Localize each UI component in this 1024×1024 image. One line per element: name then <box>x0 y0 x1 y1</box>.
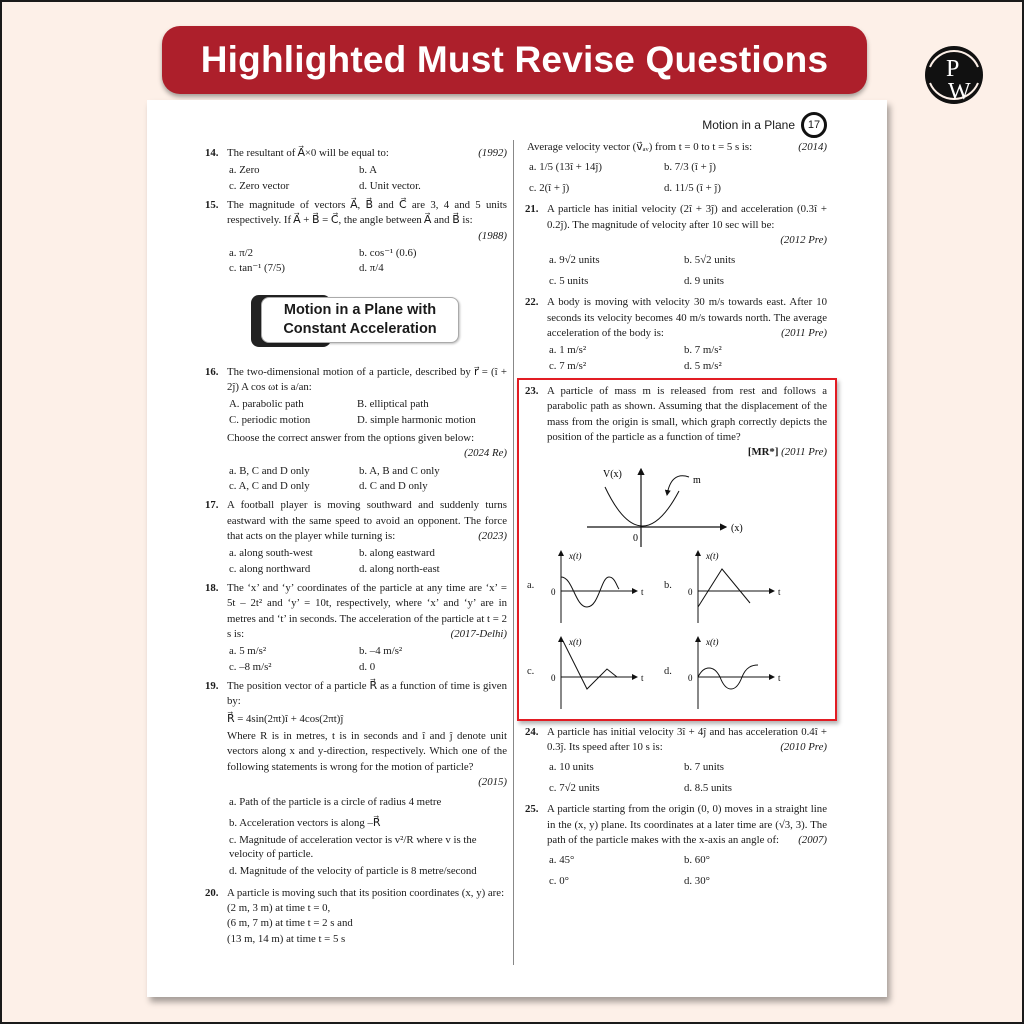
svg-text:P: P <box>946 56 960 82</box>
left-column <box>205 146 507 951</box>
question-18: 18. The ‘x’ and ‘y’ coordinates of the particle at any time are ‘x’ = 5t – 2t² and ‘y’ = 10t, respectively, where ‘x’ and ‘y’ are in metres and ‘t’ in seconds. The acceleration of the particle at t = 2 s is: (2017-Delhi) a. 5 m/s² b. –4 m/s² c. –8 m/s² d. 0 <box>205 581 507 673</box>
potential-energy-graph <box>581 465 761 547</box>
column-divider <box>513 140 514 965</box>
svg-text:0: 0 <box>633 532 638 544</box>
title-banner <box>162 26 867 94</box>
textbook-page <box>147 100 887 997</box>
svg-text:m: m <box>693 474 701 486</box>
question-20-continued: Average velocity vector (v⃗ₐᵥ) from t = 0 to t = 5 s is: (2014) a. 1/5 (13î + 14ĵ) b. 7/3 (î + ĵ) c. 2(î + ĵ) d. 11/5 (î + ĵ) <box>527 141 827 194</box>
option-graph-b: b. x(t) t 0 <box>664 547 799 627</box>
svg-text:t: t <box>778 672 781 683</box>
svg-text:W: W <box>948 79 971 105</box>
svg-text:0: 0 <box>688 672 693 683</box>
svg-text:x(t): x(t) <box>706 636 719 647</box>
svg-text:t: t <box>641 586 644 597</box>
options: a. Zero b. A c. Zero vector d. Unit vector. <box>229 164 421 192</box>
question-24: 24. A particle has initial velocity 3î + 4ĵ and has acceleration 0.4î + 0.3ĵ. Its speed after 10 s is: (2010 Pre) a. 10 units b. 7 units c. 7√2 units d. 8.5 units <box>525 725 827 794</box>
pw-logo-icon <box>924 45 984 105</box>
banner-title: Highlighted Must Revise Questions <box>200 39 829 80</box>
svg-text:0: 0 <box>688 586 693 597</box>
svg-text:x(t): x(t) <box>706 550 719 561</box>
svg-text:0: 0 <box>551 672 556 683</box>
question-23-highlighted: 23. A particle of mass m is released from rest and follows a parabolic path as shown. Assuming that the displacement of the mass from the origin is small, which graph correctly depicts the position of the particle as a function of time? [MR*] (2011 Pre) V(x) (x) 0 m a. x(t) t 0 b. x(t) t 0 c. x(t) t 0 d. x(t) t 0 <box>517 378 837 721</box>
svg-text:(x): (x) <box>731 522 743 534</box>
question-14: 14. (1992) The resultant of A⃗×0 will be equal to: a. Zero b. A c. Zero vector d. Unit vector. <box>205 146 507 194</box>
option-graph-d: d. x(t) t 0 <box>664 633 799 713</box>
svg-text:x(t): x(t) <box>569 636 582 647</box>
question-25: 25. A particle starting from the origin (0, 0) moves in a straight line in the (x, y) plane. Its coordinates at a later time are (√3, 3). The path of the particle makes with the x-axis an angle of: (2007) a. 45° b. 60° c. 0° d. 30° <box>525 803 827 887</box>
svg-text:0: 0 <box>551 586 556 597</box>
svg-text:t: t <box>641 672 644 683</box>
svg-text:x(t): x(t) <box>569 550 582 561</box>
page-header <box>702 112 827 138</box>
question-17: 17. A football player is moving southward and suddenly turns eastward with the same speed to avoid an opponent. The force that acts on the player while turning is: (2023) a. along south-west b. along eastward c. along northward d. along north-east <box>205 499 507 575</box>
question-16: 16. The two-dimensional motion of a particle, described by r⃗ = (î + 2ĵ) A cos ωt is a/an: A. parabolic path B. elliptical path C. periodic motion D. simple harmonic motion Choose the correct answer from the options given below: (2024 Re) a. B, C and D only b. A, B and C only c. A, C and D only d. C and D only <box>205 365 507 492</box>
question-20: 20. A particle is moving such that its position coordinates (x, y) are: (2 m, 3 m) at time t = 0, (6 m, 7 m) at time t = 2 s and (13 m, 14 m) at time t = 5 s <box>205 886 505 945</box>
chapter-title: Motion in a Plane <box>702 118 795 132</box>
question-15: 15. The magnitude of vectors A⃗, B⃗ and C⃗ are 3, 4 and 5 units respectively. If A⃗ + B⃗ = C⃗, the angle between A⃗ and B⃗ is: (1988) a. π/2 b. cos⁻¹ (0.6) c. tan⁻¹ (7/5) d. π/4 <box>205 198 507 275</box>
right-column <box>525 140 827 895</box>
option-graphs <box>527 547 827 713</box>
option-graph-c: c. x(t) t 0 <box>527 633 662 713</box>
question-21: 21. A particle has initial velocity (2î + 3ĵ) and acceleration (0.3î + 0.2ĵ). The magnitude of velocity after 10 sec will be: (2012 Pre) a. 9√2 units b. 5√2 units c. 5 units d. 9 units <box>525 203 827 287</box>
svg-text:V(x): V(x) <box>603 468 622 480</box>
page-number: 17 <box>801 112 827 138</box>
question-22: 22. A body is moving with velocity 30 m/s towards east. After 10 seconds its velocity becomes 40 m/s towards north. The average acceleration of the body is: (2011 Pre) a. 1 m/s² b. 7 m/s² c. 7 m/s² d. 5 m/s² <box>525 296 827 372</box>
section-heading: Motion in a Plane with Constant Acceleration <box>251 295 461 347</box>
svg-text:t: t <box>778 586 781 597</box>
option-graph-a: a. x(t) t 0 <box>527 547 662 627</box>
question-19: 19. The position vector of a particle R⃗ as a function of time is given by: R⃗ = 4sin(2πt)î + 4cos(2πt)ĵ Where R is in metres, t is in seconds and î and ĵ denote unit vectors along x and y-direction, respectively. Which one of the following statements is wrong for the motion of particle? (2015) a. Path of the particle is a circle of radius 4 metre b. Acceleration vectors is along –R⃗ c. Magnitude of acceleration vector is v²/R where v is the velocity of particle. d. Magnitude of the velocity of particle is 8 metre/second <box>205 679 507 878</box>
